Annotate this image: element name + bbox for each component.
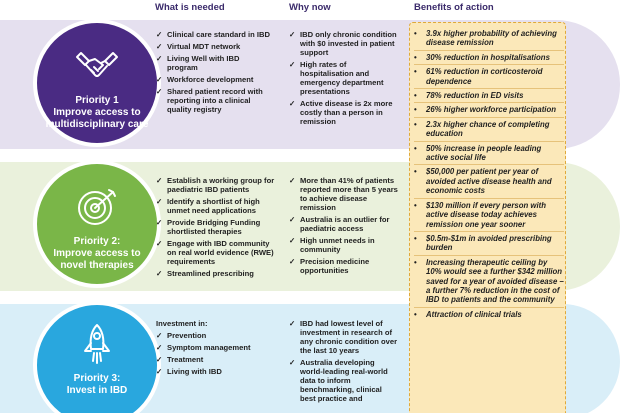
benefit-item: • 3.9x higher probability of achieving disease remission <box>414 29 564 51</box>
check-icon: ✓ <box>289 257 296 266</box>
priority-1-needed-list <box>156 30 271 117</box>
benefit-item: • 30% reduction in hospitalisations <box>414 53 564 65</box>
check-icon: ✓ <box>156 54 163 63</box>
check-icon: ✓ <box>156 218 163 227</box>
list-item: ✓ Living Well with IBD program <box>156 54 240 72</box>
column-header-what-is-needed: What is needed <box>155 2 225 13</box>
check-icon: ✓ <box>156 42 163 51</box>
priority-1-title: Improve access to multidisciplinary care <box>45 107 149 130</box>
benefit-item: • $130 million if every person with active disease today achieves remission one year sooner <box>414 201 564 232</box>
priority-2-why-list <box>289 176 399 278</box>
benefits-list <box>414 29 564 323</box>
benefit-item: • $0.5m-$1m in avoided prescribing burden <box>414 234 564 256</box>
check-icon: ✓ <box>289 215 296 224</box>
bullet-icon: • <box>414 257 417 267</box>
list-item: ✓ IBD had lowest level of investment in research of any chronic condition over the last 10 years <box>289 319 398 355</box>
check-icon: ✓ <box>156 197 163 206</box>
priority-2-needed-list <box>156 176 276 281</box>
target-icon <box>75 186 119 228</box>
benefit-item: • 61% reduction in corticosteroid dependence <box>414 67 564 89</box>
bullet-icon: • <box>414 91 417 101</box>
list-item: ✓ Symptom management <box>156 343 251 352</box>
list-item: ✓ Virtual MDT network <box>156 42 241 51</box>
bullet-icon: • <box>414 52 417 62</box>
list-item: ✓ Precision medicine opportunities <box>289 257 370 275</box>
bullet-icon: • <box>414 143 417 153</box>
list-item: ✓ Shared patient record with reporting into a clinical quality registry <box>156 87 263 114</box>
priority-3-needed-list <box>156 319 271 379</box>
list-item: ✓ Clinical care standard in IBD <box>156 30 270 39</box>
benefit-item: • 78% reduction in ED visits <box>414 91 564 103</box>
priority-3-why-list <box>289 319 399 406</box>
list-item: ✓ High unmet needs in community <box>289 236 375 254</box>
benefit-item: • 2.3x higher chance of completing education <box>414 120 564 142</box>
list-item: ✓ Australia developing world-leading real-world data to inform benchmarking, clinical best practice and <box>289 358 388 403</box>
list-item: ✓ Treatment <box>156 355 204 364</box>
bullet-icon: • <box>414 67 417 77</box>
priority-3-title: Invest in IBD <box>66 385 128 396</box>
investment-intro: Investment in: <box>156 319 208 328</box>
check-icon: ✓ <box>156 343 163 352</box>
bullet-icon: • <box>414 105 417 115</box>
check-icon: ✓ <box>289 236 296 245</box>
benefit-item: • 26% higher workforce participation <box>414 105 564 117</box>
column-header-benefits: Benefits of action <box>414 2 494 13</box>
check-icon: ✓ <box>156 367 163 376</box>
check-icon: ✓ <box>156 75 163 84</box>
priority-2-label: Priority 2: <box>73 236 121 247</box>
priority-2-circle <box>33 160 161 288</box>
benefit-item: • Attraction of clinical trials <box>414 309 522 319</box>
check-icon: ✓ <box>289 99 296 108</box>
check-icon: ✓ <box>156 355 163 364</box>
bullet-icon: • <box>414 309 417 319</box>
priority-1-circle <box>33 19 161 147</box>
priority-2-title: Improve access to novel therapies <box>53 248 141 271</box>
list-item: ✓ Establish a working group for paediatric IBD patients <box>156 176 275 194</box>
check-icon: ✓ <box>156 269 163 278</box>
check-icon: ✓ <box>289 358 296 367</box>
benefit-item: • $50,000 per patient per year of avoided active disease health and economic costs <box>414 167 564 198</box>
priority-1-why-list <box>289 30 399 129</box>
check-icon: ✓ <box>289 176 296 185</box>
list-item: ✓ High rates of hospitalisation and emergency department presentations <box>289 60 384 96</box>
list-item: ✓ Identify a shortlist of high unmet need applications <box>156 197 260 215</box>
bullet-icon: • <box>414 233 417 243</box>
list-item: ✓ Engage with IBD community on real world evidence (RWE) requirements <box>156 239 274 266</box>
check-icon: ✓ <box>156 87 163 96</box>
benefit-item: • 50% increase in people leading active social life <box>414 144 564 166</box>
check-icon: ✓ <box>289 60 296 69</box>
priority-3-label: Priority 3: <box>73 373 121 384</box>
list-item: ✓ Prevention <box>156 331 207 340</box>
priority-1-label: Priority 1 <box>75 95 119 106</box>
benefit-item: • Increasing therapeutic ceiling by 10% would see a further $342 million saved for a year of avoided disease – a further 7% reduction in the cost of IBD to patients and the community <box>414 258 564 308</box>
column-header-why-now: Why now <box>289 2 331 13</box>
check-icon: ✓ <box>289 319 296 328</box>
bullet-icon: • <box>414 167 417 177</box>
check-icon: ✓ <box>156 239 163 248</box>
bullet-icon: • <box>414 119 417 129</box>
rocket-icon <box>75 323 119 365</box>
handshake-icon <box>75 45 119 87</box>
check-icon: ✓ <box>289 30 296 39</box>
check-icon: ✓ <box>156 30 163 39</box>
list-item: ✓ Active disease is 2x more costly than a person in remission <box>289 99 393 126</box>
list-item: ✓ Provide Bridging Funding shortlisted therapies <box>156 218 261 236</box>
list-item: ✓ More than 41% of patients reported more than 5 years to achieve disease remission <box>289 176 398 212</box>
list-item: ✓ IBD only chronic condition with $0 invested in patient support <box>289 30 397 57</box>
bullet-icon: • <box>414 29 417 38</box>
list-item: ✓ Australia is an outlier for paediatric access <box>289 215 390 233</box>
list-item: ✓ Streamlined prescribing <box>156 269 254 278</box>
check-icon: ✓ <box>156 176 163 185</box>
bullet-icon: • <box>414 200 417 210</box>
list-item: ✓ Workforce development <box>156 75 254 84</box>
check-icon: ✓ <box>156 331 163 340</box>
list-item: ✓ Living with IBD <box>156 367 222 376</box>
